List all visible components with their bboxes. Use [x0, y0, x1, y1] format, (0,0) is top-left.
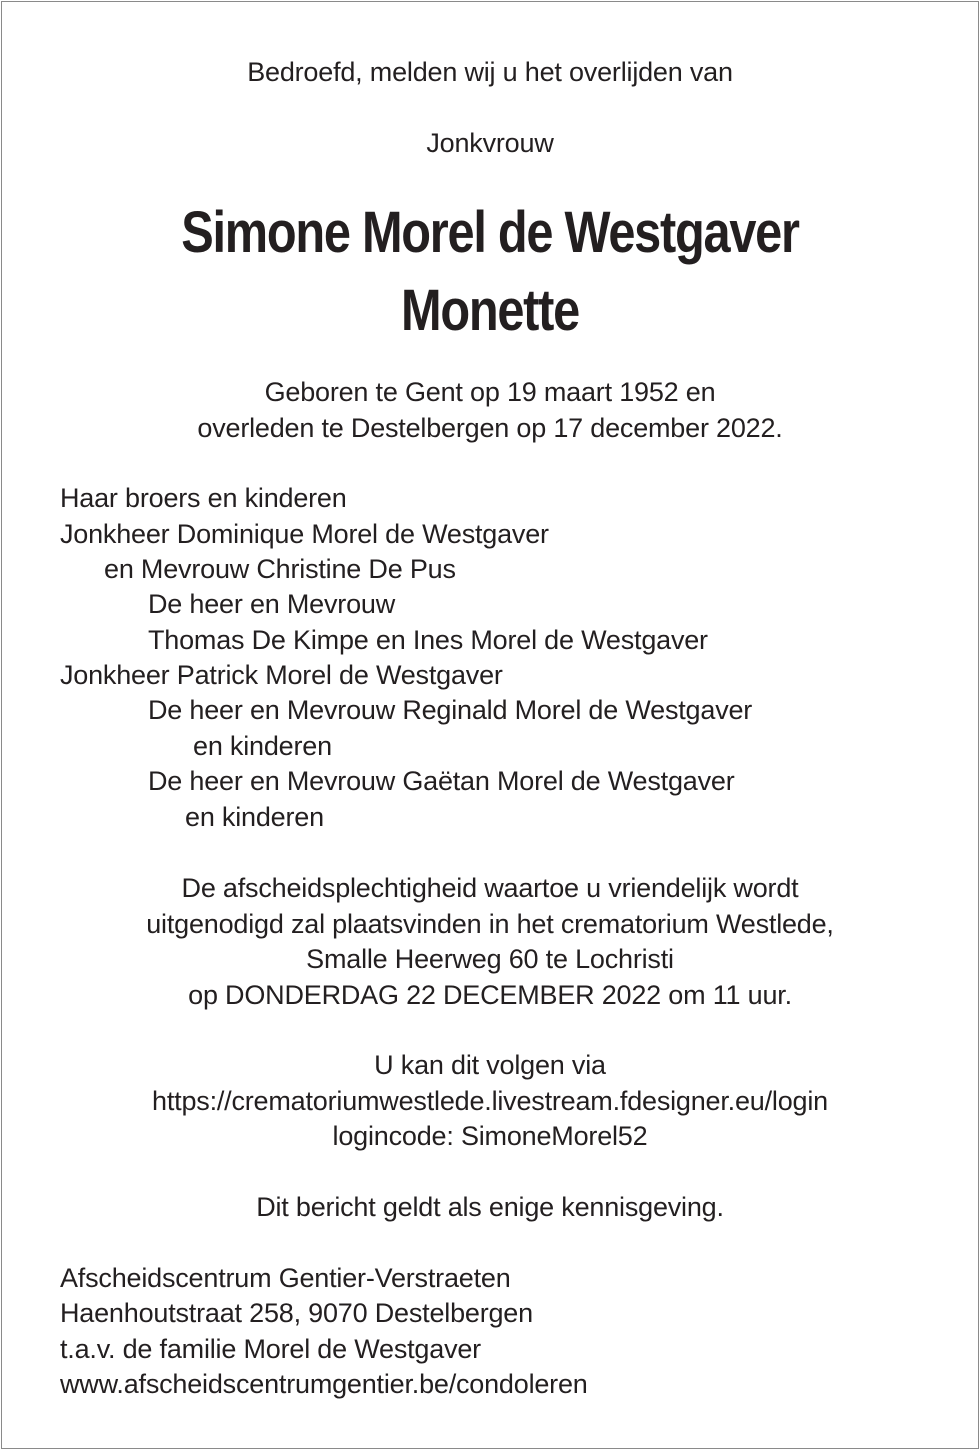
family-line: Jonkheer Dominique Morel de Westgaver — [60, 519, 549, 549]
condolence-link[interactable]: www.afscheidscentrumgentier.be/condoleren — [60, 1369, 588, 1399]
ceremony-datetime: op DONDERDAG 22 DECEMBER 2022 om 11 uur. — [188, 980, 792, 1010]
family-line: en kinderen — [193, 731, 332, 761]
deceased-name: Simone Morel de Westgaver — [181, 200, 799, 265]
notice-text: Dit bericht geldt als enige kennisgeving. — [256, 1192, 724, 1222]
family-line: De heer en Mevrouw Reginald Morel de Westgaver — [148, 695, 753, 725]
family-line: en Mevrouw Christine De Pus — [104, 554, 456, 584]
death-line: overleden te Destelbergen op 17 december 2022. — [197, 413, 783, 443]
deceased-nickname: Monette — [401, 278, 579, 343]
funeral-home-attention: t.a.v. de familie Morel de Westgaver — [60, 1334, 481, 1364]
ceremony-line: De afscheidsplechtigheid waartoe u vriendelijk wordt — [181, 873, 799, 903]
funeral-home-name: Afscheidscentrum Gentier-Verstraeten — [60, 1263, 511, 1293]
family-line: en kinderen — [185, 802, 324, 832]
livestream-intro: U kan dit volgen via — [374, 1050, 606, 1080]
livestream-link[interactable]: https://crematoriumwestlede.livestream.fdesigner.eu/login — [152, 1086, 828, 1116]
livestream-login-code: logincode: SimoneMorel52 — [332, 1121, 648, 1151]
family-line: Jonkheer Patrick Morel de Westgaver — [60, 660, 503, 690]
ceremony-line: uitgenodigd zal plaatsvinden in het crematorium Westlede, — [146, 909, 834, 939]
intro-text: Bedroefd, melden wij u het overlijden van — [247, 57, 733, 87]
family-line: Thomas De Kimpe en Ines Morel de Westgaver — [148, 625, 708, 655]
family-line: De heer en Mevrouw Gaëtan Morel de Westgaver — [148, 766, 735, 796]
birth-line: Geboren te Gent op 19 maart 1952 en — [264, 377, 716, 407]
ceremony-address: Smalle Heerweg 60 te Lochristi — [306, 944, 674, 974]
family-heading: Haar broers en kinderen — [60, 483, 347, 513]
funeral-home-address: Haenhoutstraat 258, 9070 Destelbergen — [60, 1298, 533, 1328]
title-prefix: Jonkvrouw — [426, 128, 554, 158]
family-line: De heer en Mevrouw — [148, 589, 396, 619]
